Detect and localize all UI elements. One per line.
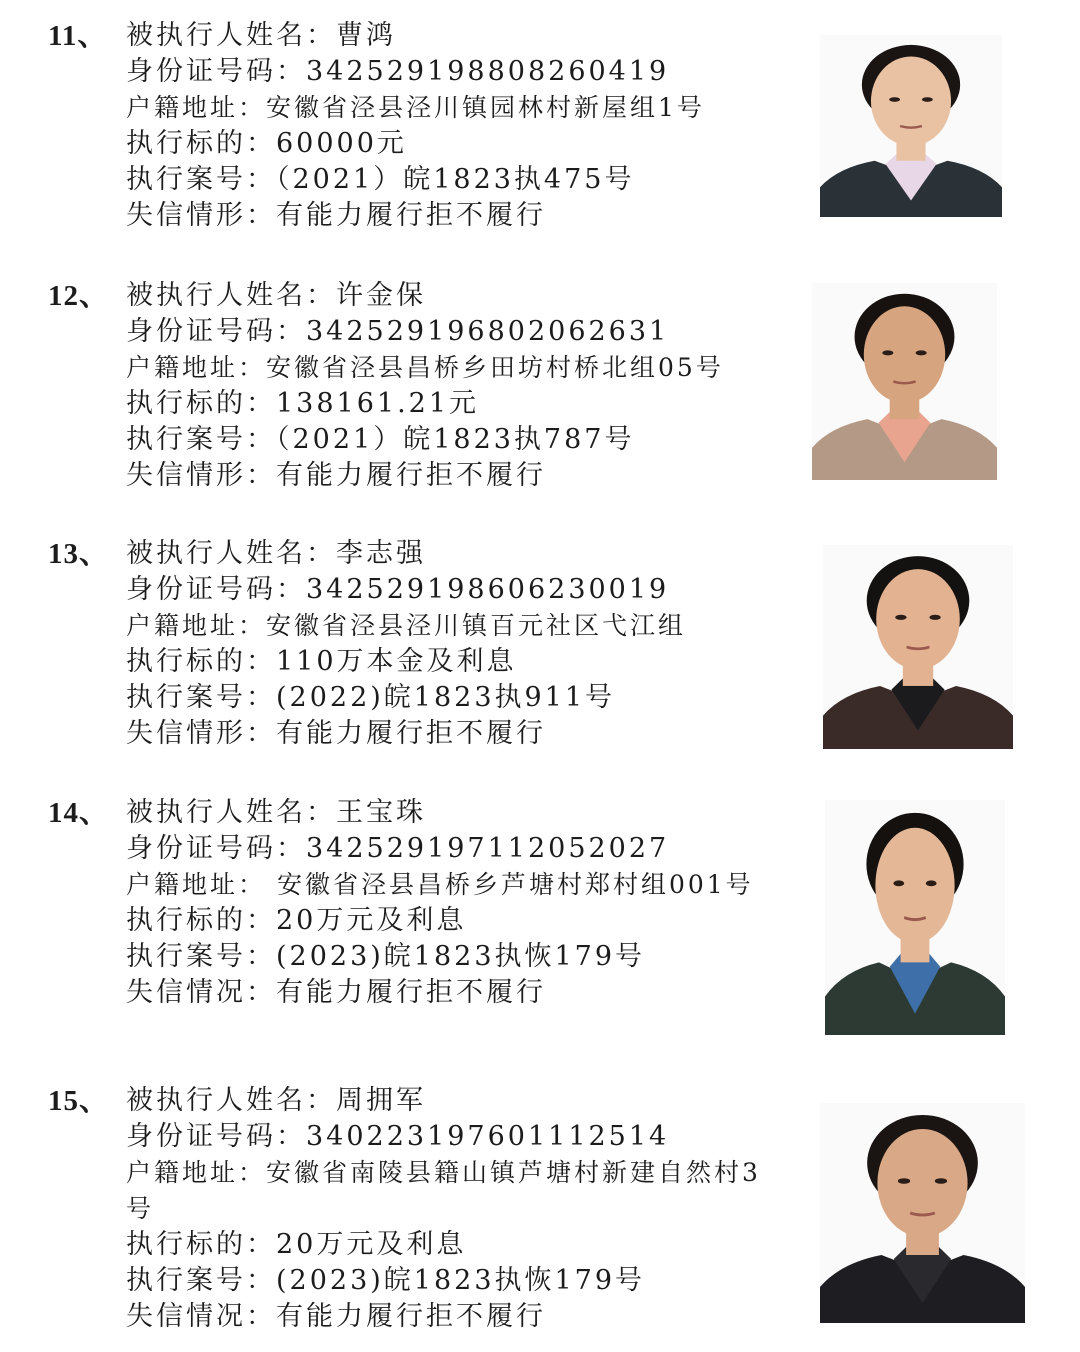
- portrait-photo: [820, 1103, 1025, 1323]
- entry-fields: [126, 18, 786, 234]
- status-line: 失信情形：有能力履行拒不履行: [126, 460, 546, 491]
- portrait-drawing: [820, 35, 1002, 217]
- address-line: 户籍地址：安徽省泾县泾川镇百元社区弋江组: [126, 611, 687, 640]
- amount-line: 执行标的：20万元及利息: [126, 905, 467, 936]
- eye-right: [926, 880, 937, 886]
- portrait-drawing: [812, 283, 997, 480]
- portrait-photo: [812, 283, 997, 480]
- portrait-drawing: [823, 545, 1013, 749]
- eye-left: [893, 880, 904, 886]
- face-shape: [876, 569, 960, 669]
- entry-number: 13、: [48, 538, 110, 570]
- amount-line: 执行标的：110万本金及利息: [126, 646, 517, 677]
- entry-number: 15、: [48, 1085, 110, 1117]
- eye-right: [922, 97, 933, 102]
- address-line: 户籍地址：安徽省泾县昌桥乡田坊村桥北组05号: [126, 353, 724, 382]
- eye-left: [889, 97, 900, 102]
- name-line: 被执行人姓名：周拥军: [126, 1085, 426, 1116]
- amount-line: 执行标的：20万元及利息: [126, 1229, 467, 1260]
- id-line: 身份证号码：342529198808260419: [126, 56, 670, 87]
- portrait-drawing: [820, 1103, 1025, 1323]
- eye-right: [916, 350, 927, 355]
- address-line: 户籍地址：安徽省南陵县籍山镇芦塘村新建自然村3号: [126, 1158, 761, 1223]
- case-line: 执行案号：(2023)皖1823执恢179号: [126, 941, 646, 972]
- case-line: 执行案号：（2021）皖1823执475号: [126, 164, 635, 195]
- name-line: 被执行人姓名：曹鸿: [126, 20, 396, 51]
- entry-fields: [126, 795, 786, 1011]
- eye-right: [935, 1178, 947, 1184]
- status-line: 失信情况：有能力履行拒不履行: [126, 977, 546, 1008]
- amount-line: 执行标的：138161.21元: [126, 388, 480, 419]
- portrait-drawing: [825, 800, 1005, 1035]
- case-line: 执行案号：(2022)皖1823执911号: [126, 682, 616, 713]
- id-line: 身份证号码：342529197112052027: [126, 833, 670, 864]
- entry-fields: [126, 536, 786, 752]
- id-line: 身份证号码：342529196802062631: [126, 316, 670, 347]
- address-line: 户籍地址： 安徽省泾县昌桥乡芦塘村郑村组001号: [126, 870, 754, 899]
- portrait-photo: [825, 800, 1005, 1035]
- entry-number: 14、: [48, 797, 110, 829]
- id-line: 身份证号码：342529198606230019: [126, 574, 670, 605]
- face-shape: [864, 306, 945, 403]
- face-shape: [877, 1129, 967, 1237]
- eye-left: [898, 1178, 910, 1184]
- entry-number: 11、: [48, 20, 108, 52]
- name-line: 被执行人姓名：王宝珠: [126, 797, 426, 828]
- eye-left: [895, 615, 906, 620]
- face-shape: [871, 57, 951, 146]
- status-line: 失信情形：有能力履行拒不履行: [126, 200, 546, 231]
- status-line: 失信情形：有能力履行拒不履行: [126, 718, 546, 749]
- name-line: 被执行人姓名：李志强: [126, 538, 426, 569]
- amount-line: 执行标的：60000元: [126, 128, 407, 159]
- eye-right: [929, 615, 940, 620]
- eye-left: [882, 350, 893, 355]
- case-line: 执行案号：（2021）皖1823执787号: [126, 424, 635, 455]
- address-line: 户籍地址：安徽省泾县泾川镇园林村新屋组1号: [126, 93, 705, 122]
- entry-fields: [126, 278, 786, 494]
- entry-number: 12、: [48, 280, 110, 312]
- portrait-photo: [823, 545, 1013, 749]
- case-line: 执行案号：(2023)皖1823执恢179号: [126, 1265, 646, 1296]
- face-shape: [875, 828, 954, 943]
- status-line: 失信情况：有能力履行拒不履行: [126, 1301, 546, 1332]
- name-line: 被执行人姓名：许金保: [126, 280, 426, 311]
- portrait-photo: [820, 35, 1002, 217]
- id-line: 身份证号码：340223197601112514: [126, 1121, 670, 1152]
- entry-fields: [126, 1083, 786, 1335]
